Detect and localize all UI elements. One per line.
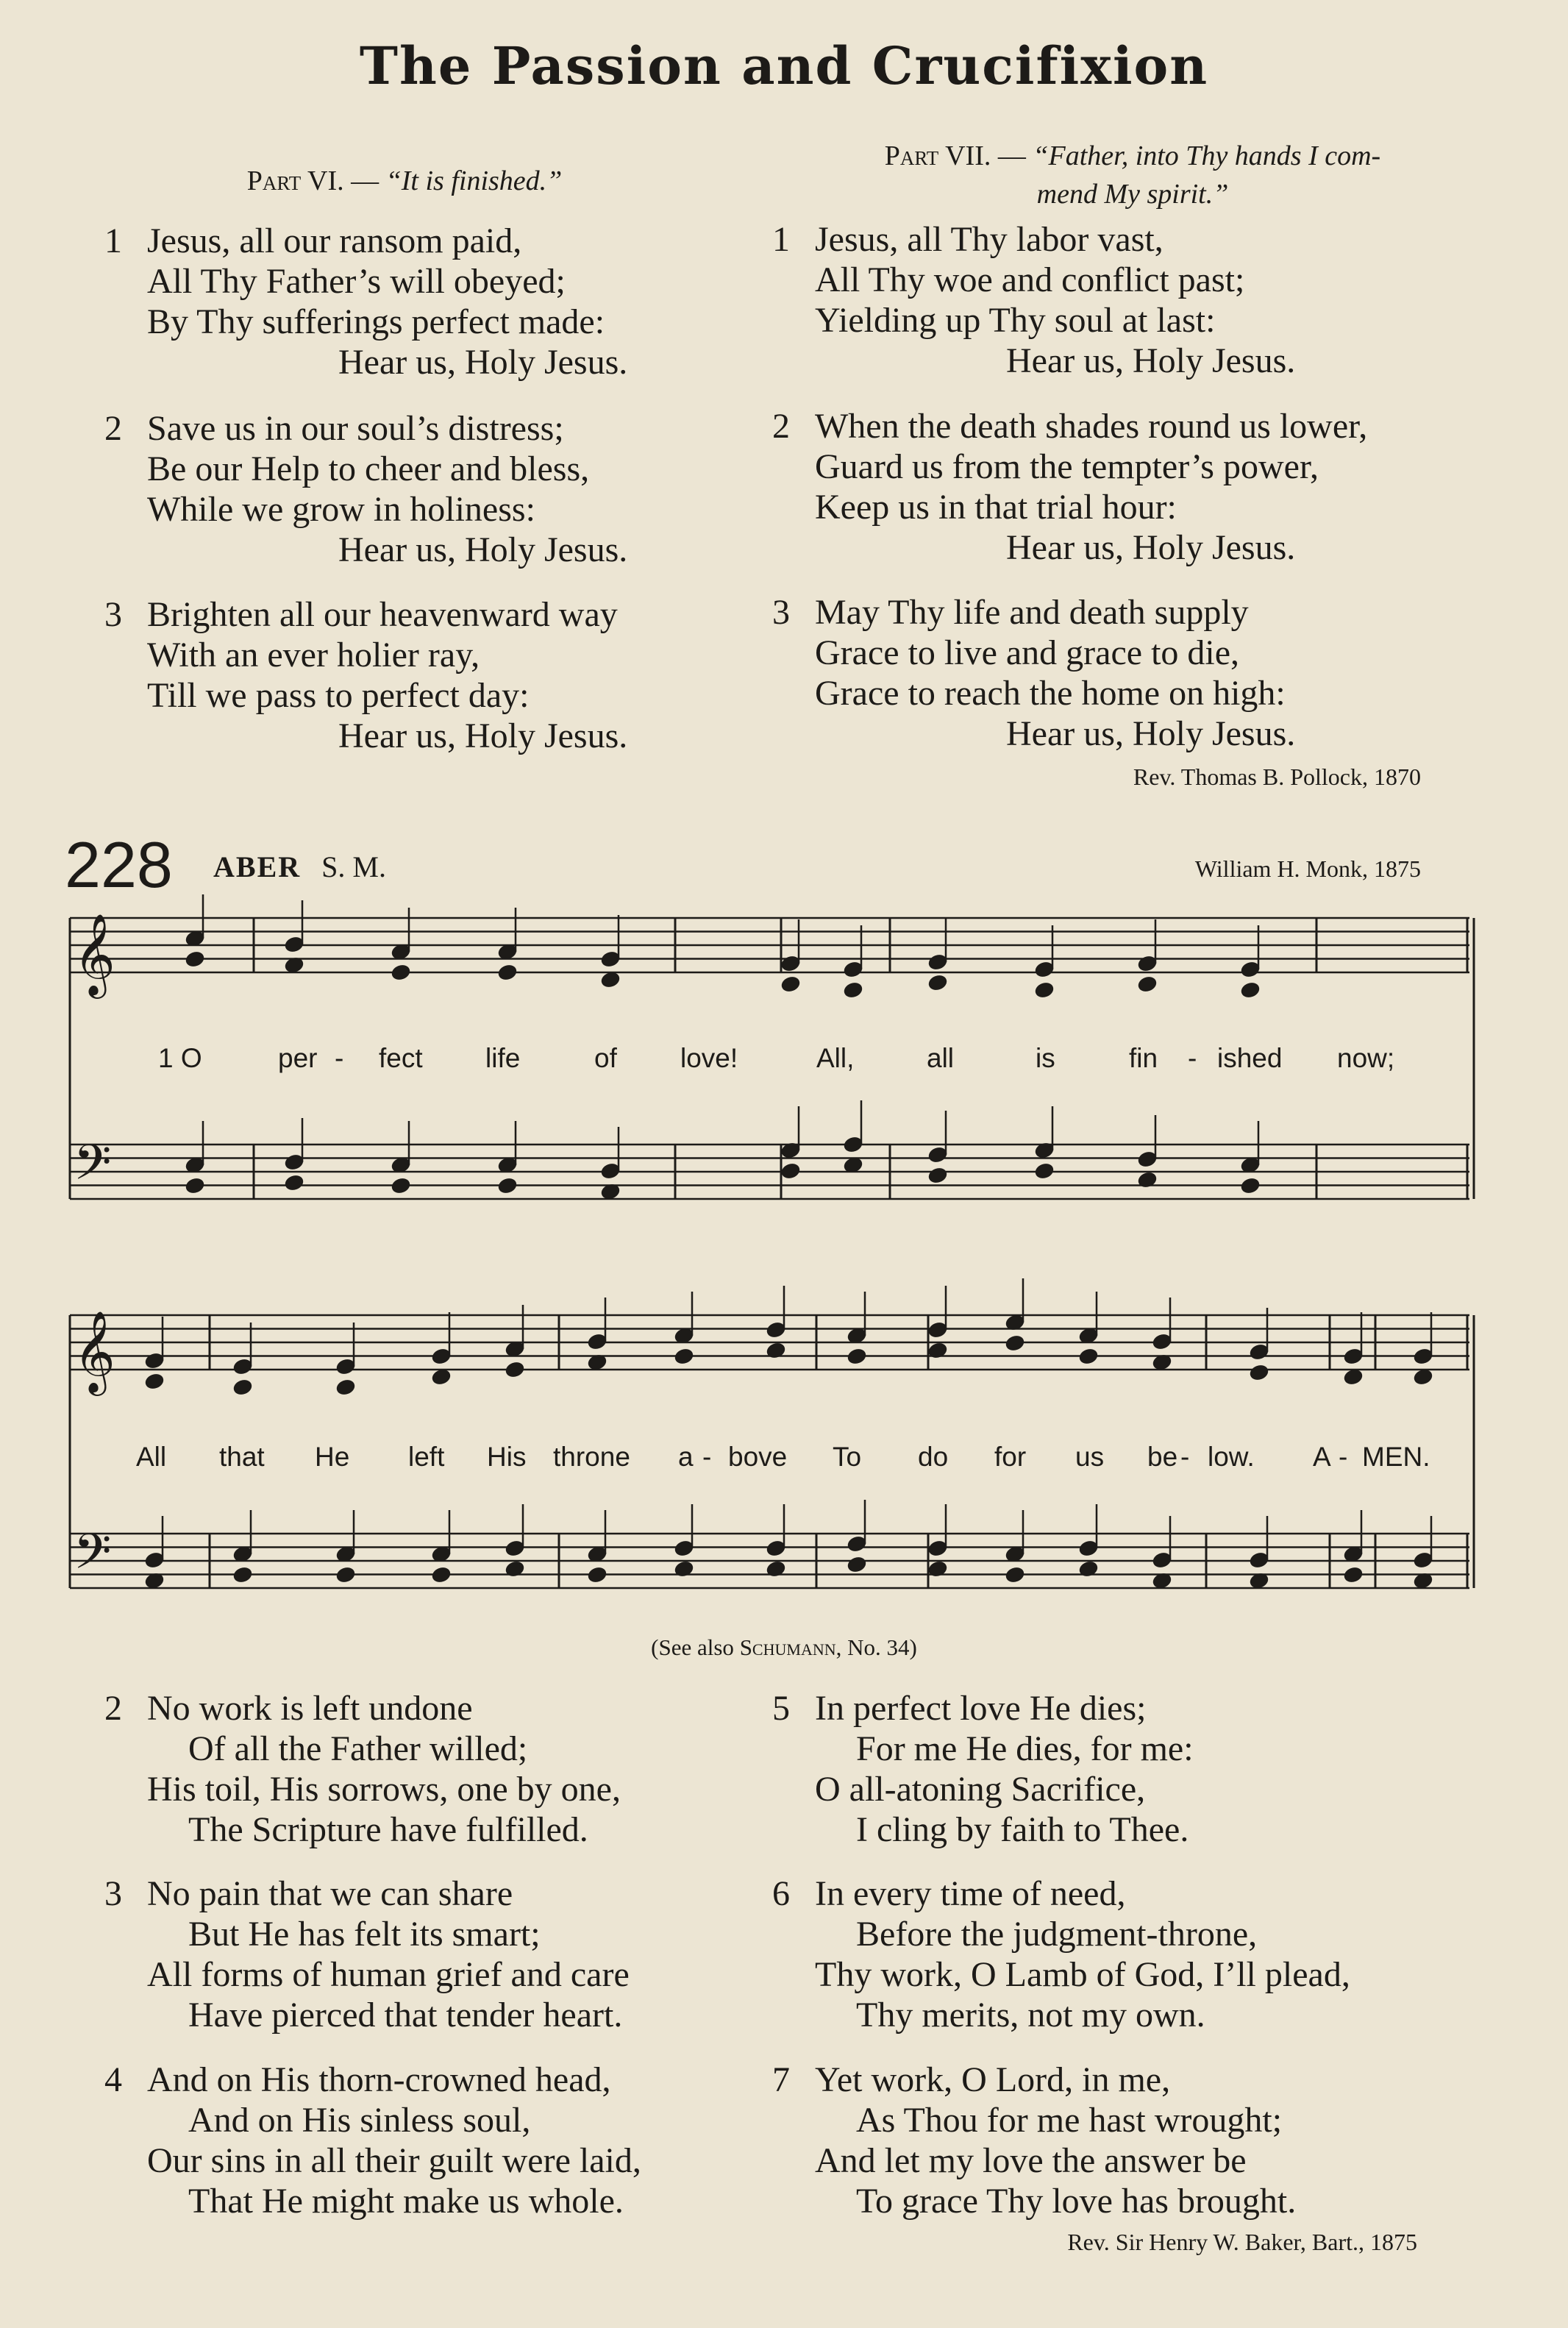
lyric-22: -: [702, 1442, 712, 1472]
lyric-28: be: [1147, 1442, 1178, 1472]
treble-clef: 𝄞: [74, 913, 115, 995]
note-head: [1034, 1161, 1055, 1180]
note-head: [505, 1559, 526, 1578]
lyric-30: low.: [1208, 1442, 1255, 1472]
note-head: [587, 1565, 608, 1584]
note-head: [847, 1555, 868, 1573]
hymn-stanza-5: 5 In perfect love He dies; For me He dies, for me: O all-atoning Sacrifice, I cling by faith to Thee.: [772, 1689, 1194, 1849]
lyric-3: -: [335, 1043, 344, 1073]
tune-name: ABER: [213, 850, 302, 883]
note-head: [431, 1565, 452, 1584]
lyric-25: do: [918, 1442, 949, 1472]
note-head: [843, 980, 864, 999]
part7-author: Rev. Thomas B. Pollock, 1870: [1133, 763, 1421, 790]
note-head: [185, 950, 206, 968]
hymn-stanza-6: 6 In every time of need, Before the judgment-throne, Thy work, O Lamb of God, I’ll plead, Thy merits, not my own.: [772, 1874, 1350, 2035]
lyric-4: fect: [379, 1043, 423, 1073]
part7-label: Part VII. —: [884, 140, 1026, 171]
lyric-19: His: [487, 1442, 527, 1472]
note-head: [780, 975, 802, 993]
note-head: [1137, 1170, 1158, 1189]
note-head: [144, 1372, 165, 1390]
part7-quote-line2: mend My spirit.”: [1036, 179, 1229, 210]
note-head: [927, 973, 949, 992]
hymn-stanza-2: 2 No work is left undone Of all the Father willed; His toil, His sorrows, one by one, The Scripture have fulfilled.: [104, 1689, 621, 1849]
note-head: [391, 1176, 412, 1195]
note-head: [335, 1378, 357, 1396]
note-head: [431, 1367, 452, 1386]
note-head: [1413, 1367, 1434, 1386]
part6-stanza-3: 3 Brighten all our heavenward way With an ever holier ray, Till we pass to perfect day: Hear us, Holy Jesus.: [104, 595, 628, 755]
note-head: [1240, 980, 1261, 999]
lyric-23: bove: [728, 1442, 788, 1472]
lyric-27: us: [1075, 1442, 1105, 1472]
note-head: [1240, 1176, 1261, 1195]
lyric-15: All: [136, 1442, 167, 1472]
bass-clef: 𝄢: [74, 1523, 112, 1592]
part7-stanza-2: 2 When the death shades round us lower, Guard us from the tempter’s power, Keep us in that trial hour: Hear us, Holy Jesus.: [772, 407, 1368, 567]
lyric-29: -: [1180, 1442, 1190, 1472]
hymn-stanza-3: 3 No pain that we can share But He has felt its smart; All forms of human grief and care Have pierced that tender heart.: [104, 1874, 630, 2035]
note-head: [505, 1360, 526, 1378]
note-head: [927, 1559, 949, 1578]
note-head: [927, 1166, 949, 1184]
note-head: [1005, 1334, 1026, 1352]
tune-meter: S. M.: [321, 850, 386, 883]
lyric-24: To: [833, 1442, 862, 1472]
lyric-31: A: [1313, 1442, 1331, 1472]
note-head: [284, 1173, 305, 1192]
lyric-17: He: [315, 1442, 350, 1472]
note-head: [497, 963, 518, 981]
lyric-14: now;: [1337, 1043, 1395, 1073]
hymn-stanza-4: 4 And on His thorn-crowned head, And on His sinless soul, Our sins in all their guilt were laid, That He might make us whole.: [104, 2060, 641, 2221]
lyric-2: per: [278, 1043, 318, 1073]
note-head: [1034, 980, 1055, 999]
hymn-number: 228: [65, 828, 173, 901]
lyric-8: All,: [816, 1043, 855, 1073]
note-head: [335, 1565, 357, 1584]
lyric-9: all: [927, 1043, 955, 1073]
note-head: [1005, 1565, 1026, 1584]
note-head: [391, 963, 412, 981]
hymn-author: Rev. Sir Henry W. Baker, Bart., 1875: [1067, 2229, 1417, 2255]
note-head: [1343, 1367, 1364, 1386]
lyric-20: throne: [553, 1442, 630, 1472]
lyric-32: -: [1339, 1442, 1348, 1472]
note-head: [1343, 1565, 1364, 1584]
lyric-13: ished: [1217, 1043, 1283, 1073]
part6-label: Part VI. —: [246, 165, 379, 196]
note-head: [847, 1347, 868, 1365]
see-also-note: (See also Schumann, No. 34): [651, 1634, 917, 1660]
note-head: [232, 1565, 254, 1584]
note-head: [766, 1341, 787, 1359]
part7-stanza-1: 1 Jesus, all Thy labor vast, All Thy woe and conflict past; Yielding up Thy soul at last: Hear us, Holy Jesus.: [772, 220, 1296, 380]
lyric-10: is: [1036, 1043, 1055, 1073]
part6-quote: “It is finished.”: [385, 165, 563, 196]
note-head: [1078, 1559, 1100, 1578]
hymn-stanza-7: 7 Yet work, O Lord, in me, As Thou for me hast wrought; And let my love the answer be To grace Thy love has brought.: [772, 2060, 1297, 2221]
lyric-5: life: [485, 1043, 521, 1073]
note-head: [497, 1176, 518, 1195]
part6-stanza-2: 2 Save us in our soul’s distress; Be our Help to cheer and bless, While we grow in holiness: Hear us, Holy Jesus.: [104, 409, 628, 569]
note-head: [766, 1559, 787, 1578]
note-head: [780, 1161, 802, 1180]
lyric-18: left: [408, 1442, 445, 1472]
lyric-12: -: [1188, 1043, 1197, 1073]
note-head: [1249, 1363, 1270, 1381]
lyric-1: 1 O: [158, 1043, 202, 1073]
composer: William H. Monk, 1875: [1194, 855, 1421, 882]
note-head: [927, 1341, 949, 1359]
page-title: The Passion and Crucifixion: [359, 35, 1209, 96]
lyric-33: MEN.: [1362, 1442, 1430, 1472]
note-head: [600, 970, 621, 989]
lyric-11: fin: [1129, 1043, 1158, 1073]
note-head: [1137, 975, 1158, 993]
note-head: [232, 1378, 254, 1396]
part7-quote-line1: “Father, into Thy hands I com-: [1033, 140, 1381, 171]
note-head: [674, 1347, 695, 1365]
lyric-21: a: [678, 1442, 694, 1472]
note-head: [1078, 1347, 1100, 1365]
lyric-26: for: [994, 1442, 1027, 1472]
treble-clef: 𝄞: [74, 1310, 115, 1392]
part6-stanza-1: 1 Jesus, all our ransom paid, All Thy Father’s will obeyed; By Thy sufferings perfect made: Hear us, Holy Jesus.: [104, 221, 628, 382]
part7-stanza-3: 3 May Thy life and death supply Grace to live and grace to die, Grace to reach the home on high: Hear us, Holy Jesus.: [772, 593, 1296, 753]
bass-clef: 𝄢: [74, 1134, 112, 1203]
lyric-16: that: [219, 1442, 265, 1472]
note-head: [185, 1176, 206, 1195]
lyric-7: love!: [680, 1043, 738, 1073]
lyric-6: of: [594, 1043, 617, 1073]
note-head: [674, 1559, 695, 1578]
